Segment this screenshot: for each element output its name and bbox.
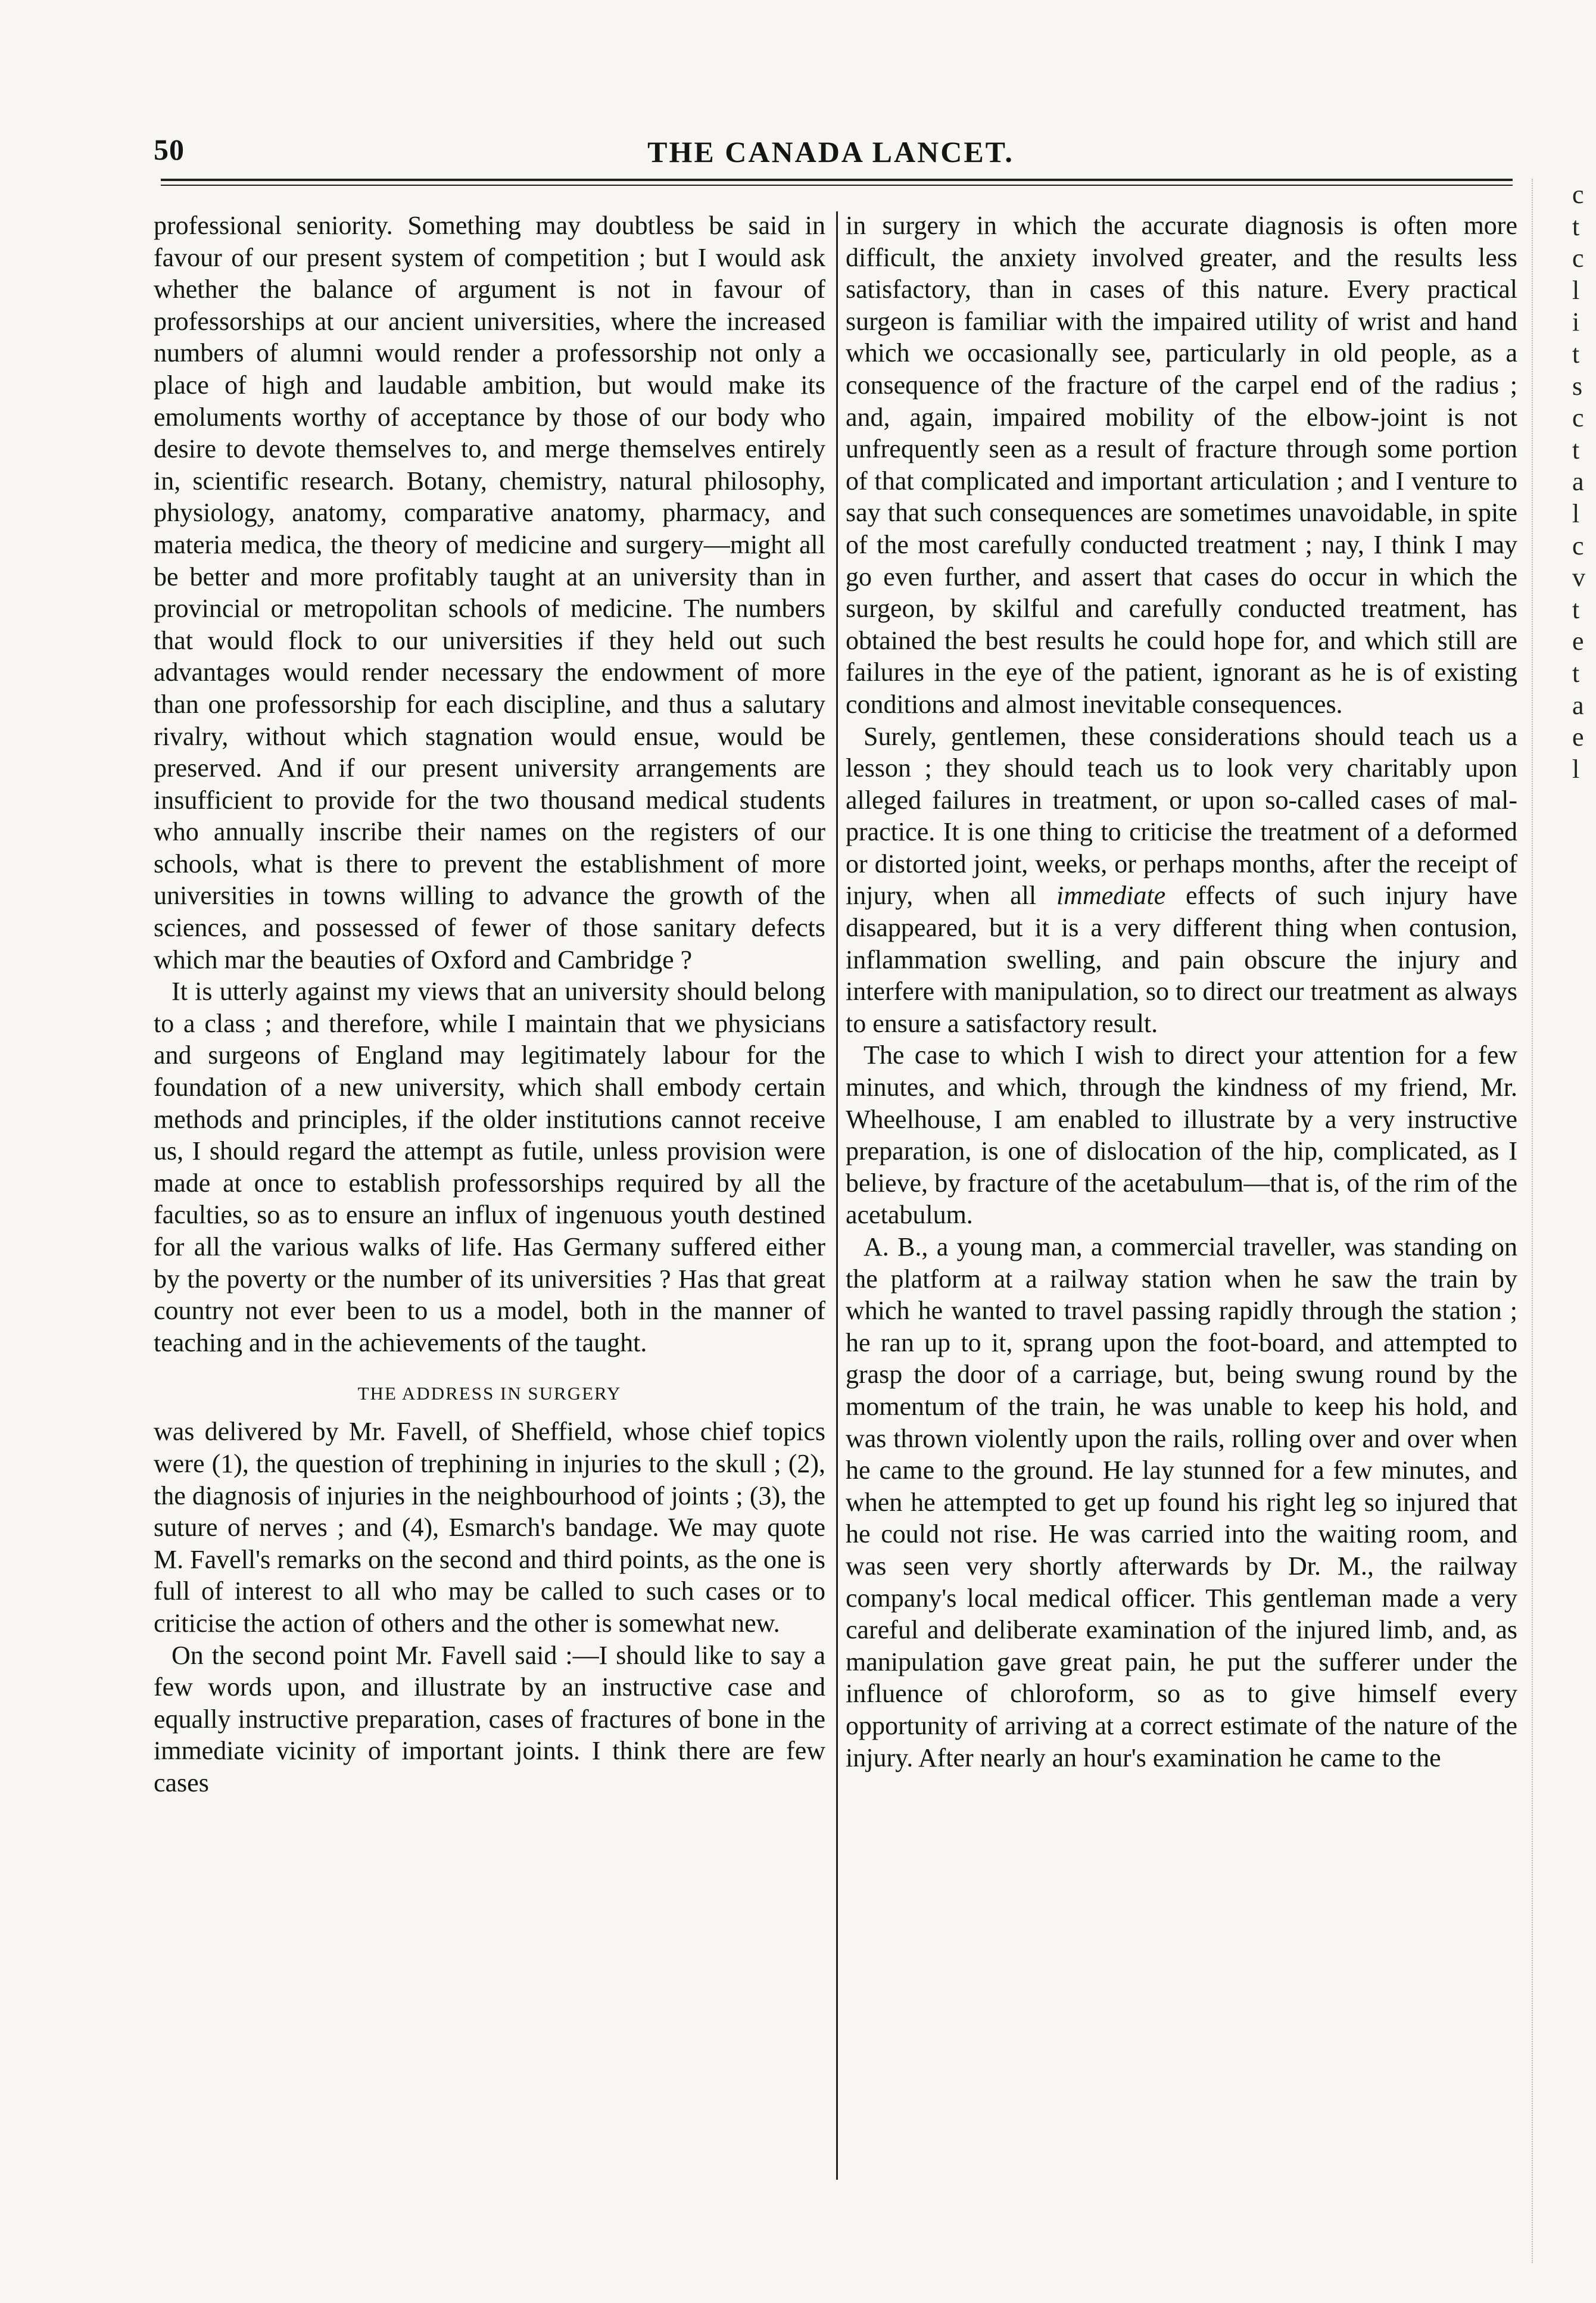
running-head: THE CANADA LANCET. [647,135,1014,169]
right-paragraph-2-emphasis: immediate [1056,881,1166,911]
edge-letter: e [1572,627,1584,656]
edge-letter: v [1572,563,1585,593]
edge-letter: l [1572,498,1580,528]
edge-letter: t [1572,211,1580,241]
right-paragraph-2 [846,721,1517,1040]
right-paragraph-4: A. B., a young man, a commercial traveller, was standing on the platform at a railway station when he saw the train by which he wanted to travel passing rapidly through the station ; he ran up to it, sprang upon the foot-board, and attempted to grasp the door of a carriage, but, being swung round by the momentum of the train, he was unable to keep his hold, and was thrown violently upon the rails, rolling over and over when he came to the ground. He lay stunned for a few minutes, and when he attempted to get up found his right leg so injured that he could not rise. He was carried into the waiting room, and was seen very shortly afterwards by Dr. M., the railway company's local medical officer. This gentleman made a very careful and deliberate examination of the injured limb, and, as manipulation gave great pain, he put the sufferer under the influence of chloroform, so as to give himself every opportunity of arriving at a correct estimate of the nature of the injury. After nearly an hour's examination he came to the [846,1232,1517,1772]
right-column [846,210,1517,1774]
column-divider [836,211,838,2180]
left-paragraph-3: was delivered by Mr. Favell, of Sheffield, whose chief topics were (1), the question of trephining in injuries to the skull ; (2), the diagnosis of injuries in the neighbourhood of joints ; (3), the suture of nerves ; and (4), Esmarch's bandage. We may quote M. Favell's remarks on the second and third points, as the one is full of interest to all who may be called to such cases or to criticise the action of others and the other is somewhat new. [154,1417,825,1638]
edge-letter: t [1572,658,1580,688]
right-paragraph-2-end: effects of such injury have disappeared, but it is a very different thing when contusion, inflammation swelling, and pain obscure the injury and interfere with manipulation, so to direct our treatment as always to ensure a satisfactory result. [846,881,1517,1038]
edge-letter: c [1572,403,1584,433]
left-paragraph-2: It is utterly against my views that an university should belong to a class ; and therefore, while I maintain that we physicians and surgeons of England may legitimately labour for the foundation of a new university, which shall embody certain methods and principles, if the older institutions cannot receive us, I should regard the attempt as futile, unless provision were made at once to establish professorships required by all the faculties, so as to ensure an influx of ingenuous youth destined for all the various walks of life. Has Germany suffered either by the poverty or the number of its universities ? Has that great country not ever been to us a model, both in the manner of teaching and in the achievements of the taught. [154,977,825,1357]
edge-letter: c [1572,244,1584,273]
left-paragraph-1: professional seniority. Something may doubtless be said in favour of our present system of competition ; but I would ask whether the balance of argument is not in favour of professorships at our ancient universities, where the increased numbers of alumni would render a professorship not only a place of high and laudable ambition, but would make its emoluments worthy of acceptance by those of our body who desire to devote themselves to, and merge themselves entirely in, scientific research. Botany, chemistry, natural philosophy, physiology, anatomy, comparative anatomy, pharmacy, and materia medica, the theory of medicine and surgery—might all be better and more profitably taught at an university than in provincial or metropolitan schools of medicine. The numbers that would flock to our universities if they held out such advantages would render necessary the endowment of more than one professorship for each discipline, and thus a salutary rivalry, without which stagnation would ensue, would be preserved. And if our present university arrangements are insufficient to provide for the two thousand medical students who annually inscribe their names on the registers of our schools, what is there to prevent the establishment of more universities in towns willing to advance the growth of the sciences, and possessed of fewer of those sanitary defects which mar the beauties of Oxford and Cambridge ? [154,211,825,974]
edge-letter: c [1572,180,1584,209]
edge-letter: l [1572,754,1580,784]
edge-letter: a [1572,690,1584,720]
edge-letter: e [1572,722,1584,752]
header-rule [161,179,1513,181]
edge-letter: t [1572,594,1580,624]
edge-letter: t [1572,435,1580,465]
left-paragraph-4: On the second point Mr. Favell said :—I should like to say a few words upon, and illustrate by an instructive case and equally instructive preparation, cases of fractures of bone in the immediate vicinity of important joints. I think there are few cases [154,1640,825,1797]
edge-letter: a [1572,467,1584,497]
edge-letter: s [1572,371,1583,401]
page-edge-mark [1532,179,1539,2263]
page-number: 50 [154,133,185,166]
right-paragraph-2-start: Surely, gentlemen, these considerations should teach us a lesson ; they should teach us to look very charitably upon alleged failures in treatment, or upon so-called cases of mal-practice. It is one thing to criticise the treatment of a deformed or distorted joint, weeks, or perhaps months, after the receipt of injury, when all [846,721,1517,911]
adjacent-page-fragment [1572,179,1596,785]
edge-letter: i [1572,307,1580,337]
right-paragraph-3: The case to which I wish to direct your attention for a few minutes, and which, through the kindness of my friend, Mr. Wheelhouse, I am enabled to illustrate by a very instructive preparation, is one of dislocation of the hip, complicated, as I believe, by fracture of the acetabulum—that is, of the rim of the acetabulum. [846,1040,1517,1230]
edge-letter: t [1572,339,1580,369]
edge-letter: c [1572,531,1584,560]
section-heading: THE ADDRESS IN SURGERY [357,1383,622,1404]
edge-letter: l [1572,275,1580,305]
header-rule-thin [161,185,1513,186]
right-paragraph-1: in surgery in which the accurate diagnosis is often more difficult, the anxiety involved greater, and the results less satisfactory, than in cases of this nature. Every practical surgeon is familiar with the impaired utility of wrist and hand which we occasionally see, particularly in old people, as a consequence of the fracture of the carpel end of the radius ; and, again, impaired mobility of the elbow-joint is not unfrequently seen as a result of fracture through some portion of that complicated and important articulation ; and I venture to say that such consequences are sometimes unavoidable, in spite of the most carefully conducted treatment ; nay, I think I may go even further, and assert that cases do occur in which the surgeon, by skilful and carefully conducted treatment, has obtained the best results he could hope for, and which still are failures in the eye of the patient, ignorant as he is of existing conditions and almost inevitable consequences. [846,211,1517,719]
left-column [154,210,825,1799]
